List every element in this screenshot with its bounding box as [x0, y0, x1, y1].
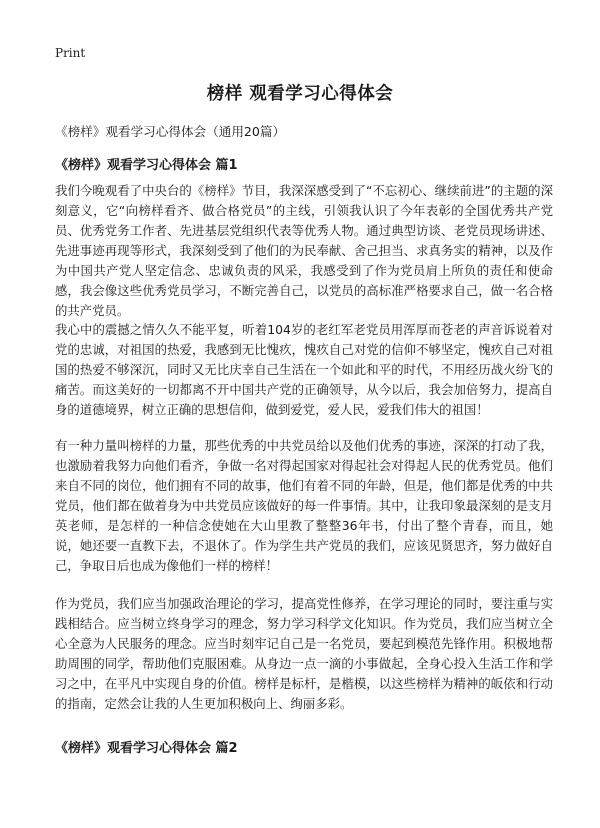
- paragraph-1: 我们今晚观看了中央台的《榜样》节目，我深深感受到了“不忘初心、继续前进”的主题的深刻意义，它“向榜样看齐、做合格党员”的主线，引领我认识了今年表彰的全国优秀共产党员、优秀党务工作者、先进基层党组织代表等优秀人物。通过典型访谈、老党员现场讲述、先进事迹再现等形式，我深刻受到了他们的为民奉献、舍己担当、求真务实的精神，以及作为中国共产党人坚定信念、忠诚负责的风采，我感受到了作为党员肩上所负的责任和使命感，我会像这些优秀党员学习，不断完善自己，以党员的高标准严格要求自己，做一名合格的共产党员。: [55, 183, 553, 318]
- paragraph-2: 我心中的震撼之情久久不能平复，听着104岁的老红军老党员用浑厚而苍老的声音诉说着对党的忠诚，对祖国的热爱，我感到无比愧疚，愧疚自己对党的信仰不够坚定，愧疚自己对祖国的热爱不够深沉，同时又无比庆幸自己生活在一个如此和平的时代，不用经历战火纷飞的痛苦。而这美好的一切都离不开中国共产党的正确领导，从今以后，我会加倍努力，提高自身的道德境界，树立正确的思想信仰，做到爱党，爱人民，爱我们伟大的祖国！: [55, 322, 553, 417]
- paragraph-3: 有一种力量叫榜样的力量，那些优秀的中共党员给以及他们优秀的事迹，深深的打动了我，也激励着我努力向他们看齐，争做一名对得起国家对得起社会对得起人民的优秀党员。他们来自不同的岗位，他们拥有不同的故事，他们有着不同的年龄，但是，他们都是优秀的中共党员，他们都在做着身为中共党员应该做好的每一件事情。其中，让我印象最深刻的是支月英老师，是怎样的一种信念使她在大山里教了整整36年书，付出了整个青春，而且，她说，她还要一直教下去，不退休了。作为学生共产党员的我们，应该见贤思齐，努力做好自己，争取日后也成为像他们一样的榜样！: [55, 438, 553, 573]
- section-heading-1: 《榜样》观看学习心得体会 篇1: [55, 158, 238, 173]
- section-heading-2: 《榜样》观看学习心得体会 篇2: [55, 741, 238, 756]
- page-title: 榜样 观看学习心得体会: [206, 84, 394, 104]
- document-subtitle: 《榜样》观看学习心得体会（通用20篇）: [55, 124, 286, 139]
- paragraph-4: 作为党员，我们应当加强政治理论的学习，提高党性修养，在学习理论的同时，要注重与实践相结合。应当树立终身学习的理念，努力学习科学文化知识。作为党员，我们应当树立全心全意为人民服务的理念。应当时刻牢记自己是一名党员，要起到模范先锋作用。积极地帮助周围的同学，帮助他们克服困难。从身边一点一滴的小事做起，全身心投入生活工作和学习之中，在平凡中实现自身的价值。榜样是标杆，是楷模，以这些榜样为精神的皈依和行动的指南，定然会让我的人生更加积极向上、绚丽多彩。: [55, 596, 553, 711]
- print-link[interactable]: Print: [55, 46, 86, 60]
